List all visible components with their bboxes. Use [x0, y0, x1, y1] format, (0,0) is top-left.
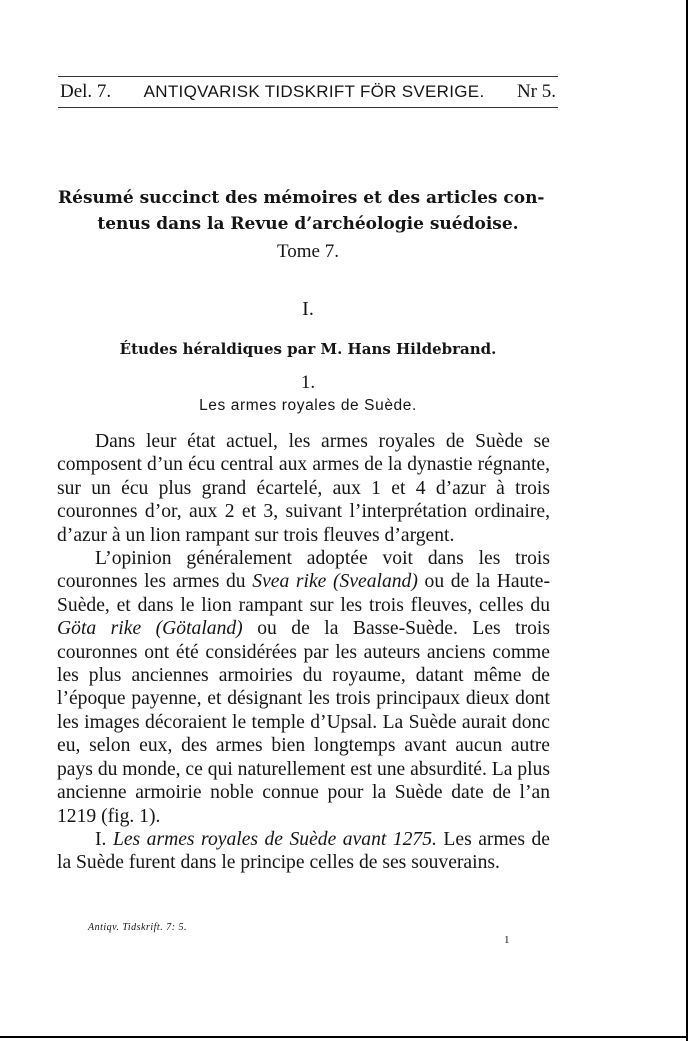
header-rule-bottom [58, 107, 558, 108]
paragraph-2 [57, 547, 550, 828]
article-title-block [58, 185, 558, 265]
page-edge-bottom [0, 1036, 688, 1038]
paragraph-1: Dans leur état actuel, les armes royales de Suède se composent d’un écu central aux armes de la dynastie régnante, sur un écu plus grand écartelé, aux 1 et 4 d’azur à trois couronnes d’or, aux 2 et 3, suivant l’interprétation ordinaire, d’azur à un lion rampant sur trois fleuves d’argent. [57, 431, 550, 546]
issue-number: Nr 5. [516, 81, 556, 102]
p3-text: Les armes de la Suède furent dans le principe celles de ses souverains. [57, 828, 550, 874]
p2-text-a: L’opinion généralement adoptée voit dans les trois couronnes les armes du [57, 548, 550, 593]
subsection-number: 1. [300, 372, 316, 393]
p2-italic-svea: Svea rike (Svealand) [252, 571, 418, 593]
p3-italic-heading: Les armes royales de Suède avant 1275. [112, 828, 437, 850]
running-header [58, 76, 558, 108]
p2-text-c: ou de la Haute-Suède, et dans le lion rampant sur les trois fleuves, celles du [57, 571, 551, 616]
paragraph-3 [57, 828, 550, 875]
p2-italic-gota: Göta rike (Götaland) [57, 618, 243, 640]
tome-label: Tome 7. [277, 241, 339, 262]
p2-text-e: ou de la Basse-Suède. Les trois couronnes ont été considérées par les auteurs anciens comme les plus anciennes armoiries du royaume, datant même de l’époque payenne, et désignant les trois principaux dieux dont les images décoraient le temple d’Upsal. La Suède aurait donc eu, selon eux, des armes bien longtemps avant aucun autre pays du monde, ce qui naturellement est une absurdité. La plus ancienne armoirie noble connue pour la Suède date de l’an 1219 (fig. 1). [57, 618, 550, 827]
signature-mark: Antiqv. Tidskrift. 7: 5. [88, 922, 188, 933]
sheet-number: 1 [504, 934, 510, 946]
body-text [57, 430, 550, 875]
title-line-2: tenus dans la Revue d’archéologie suédoise. [97, 214, 519, 234]
title-line-1: Résumé succinct des mémoires et des articles con- [58, 188, 545, 208]
subsection-title: Les armes royales de Suède. [199, 397, 417, 414]
section-heading: Études héraldiques par M. Hans Hildebrand. [119, 340, 497, 358]
section-roman-numeral: I. [302, 298, 314, 320]
journal-title: ANTIQVARISK TIDSKRIFT FÖR SVERIGE. [143, 82, 485, 101]
p3-numeral: I. [95, 828, 113, 850]
volume-label: Del. 7. [60, 81, 112, 102]
